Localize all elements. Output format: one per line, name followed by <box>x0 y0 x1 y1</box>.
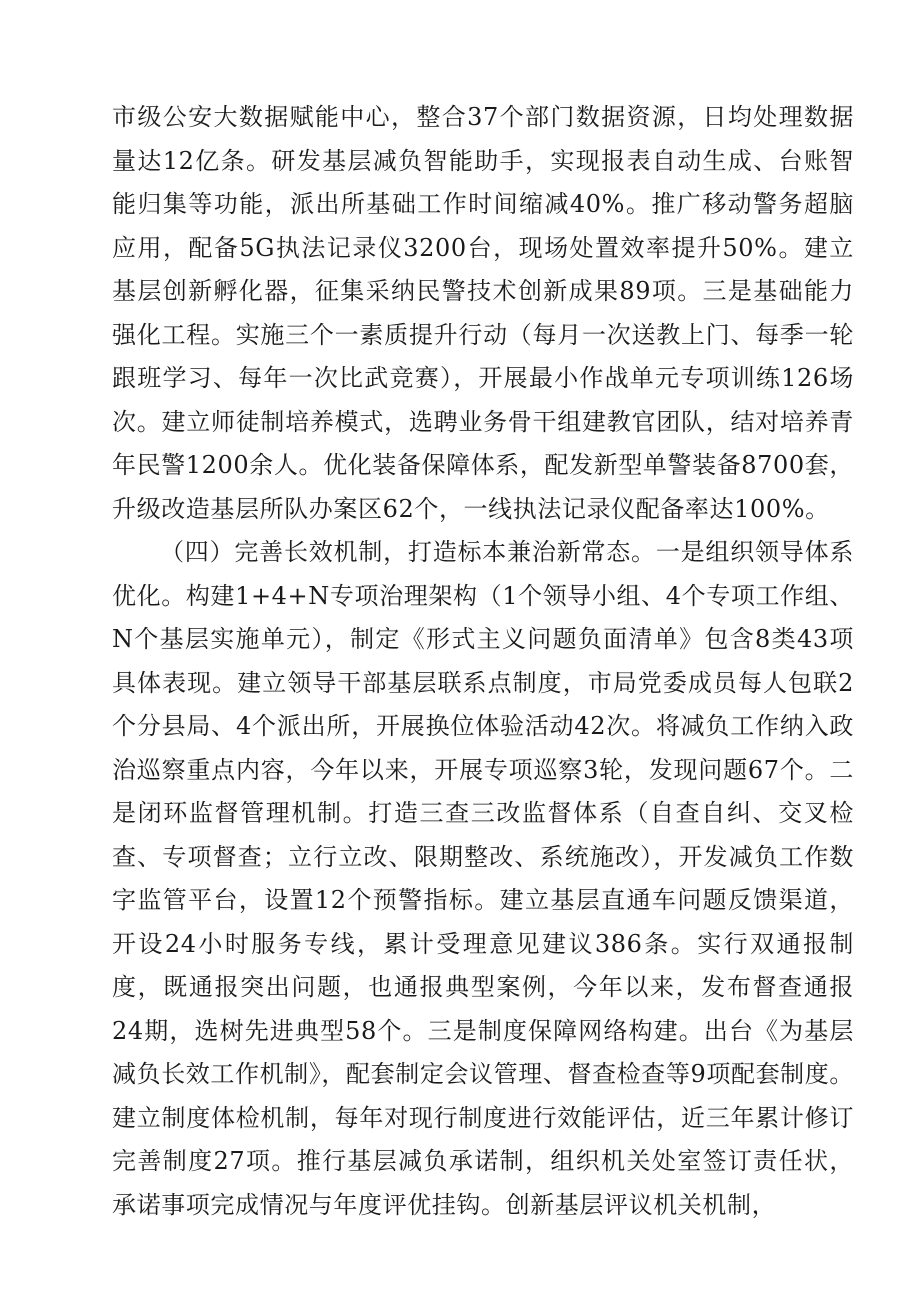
document-body <box>112 96 854 1227</box>
paragraph-section-four: （四）完善长效机制，打造标本兼治新常态。一是组织领导体系优化。构建1+4+N专项治理架构（1个领导小组、4个专项工作组、N个基层实施单元），制定《形式主义问题负面清单》包含8类43项具体表现。建立领导干部基层联系点制度，市局党委成员每人包联2个分县局、4个派出所，开展换位体验活动42次。将减负工作纳入政治巡察重点内容，今年以来，开展专项巡察3轮，发现问题67个。二是闭环监督管理机制。打造三查三改监督体系（自查自纠、交叉检查、专项督查；立行立改、限期整改、系统施改），开发减负工作数字监管平台，设置12个预警指标。建立基层直通车问题反馈渠道，开设24小时服务专线，累计受理意见建议386条。实行双通报制度，既通报突出问题，也通报典型案例，今年以来，发布督查通报24期，选树先进典型58个。三是制度保障网络构建。出台《为基层减负长效工作机制》，配套制定会议管理、督查检查等9项配套制度。建立制度体检机制，每年对现行制度进行效能评估，近三年累计修订完善制度27项。推行基层减负承诺制，组织机关处室签订责任状，承诺事项完成情况与年度评优挂钩。创新基层评议机关机制， <box>112 538 854 1219</box>
paragraph-continuation: 市级公安大数据赋能中心，整合37个部门数据资源，日均处理数据量达12亿条。研发基层减负智能助手，实现报表自动生成、台账智能归集等功能，派出所基础工作时间缩减40%。推广移动警务超脑应用，配备5G执法记录仪3200台，现场处置效率提升50%。建立基层创新孵化器，征集采纳民警技术创新成果89项。三是基础能力强化工程。实施三个一素质提升行动（每月一次送教上门、每季一轮跟班学习、每年一次比武竞赛），开展最小作战单元专项训练126场次。建立师徒制培养模式，选聘业务骨干组建教官团队，结对培养青年民警1200余人。优化装备保障体系，配发新型单警装备8700套，升级改造基层所队办案区62个，一线执法记录仪配备率达100%。 <box>112 103 854 523</box>
